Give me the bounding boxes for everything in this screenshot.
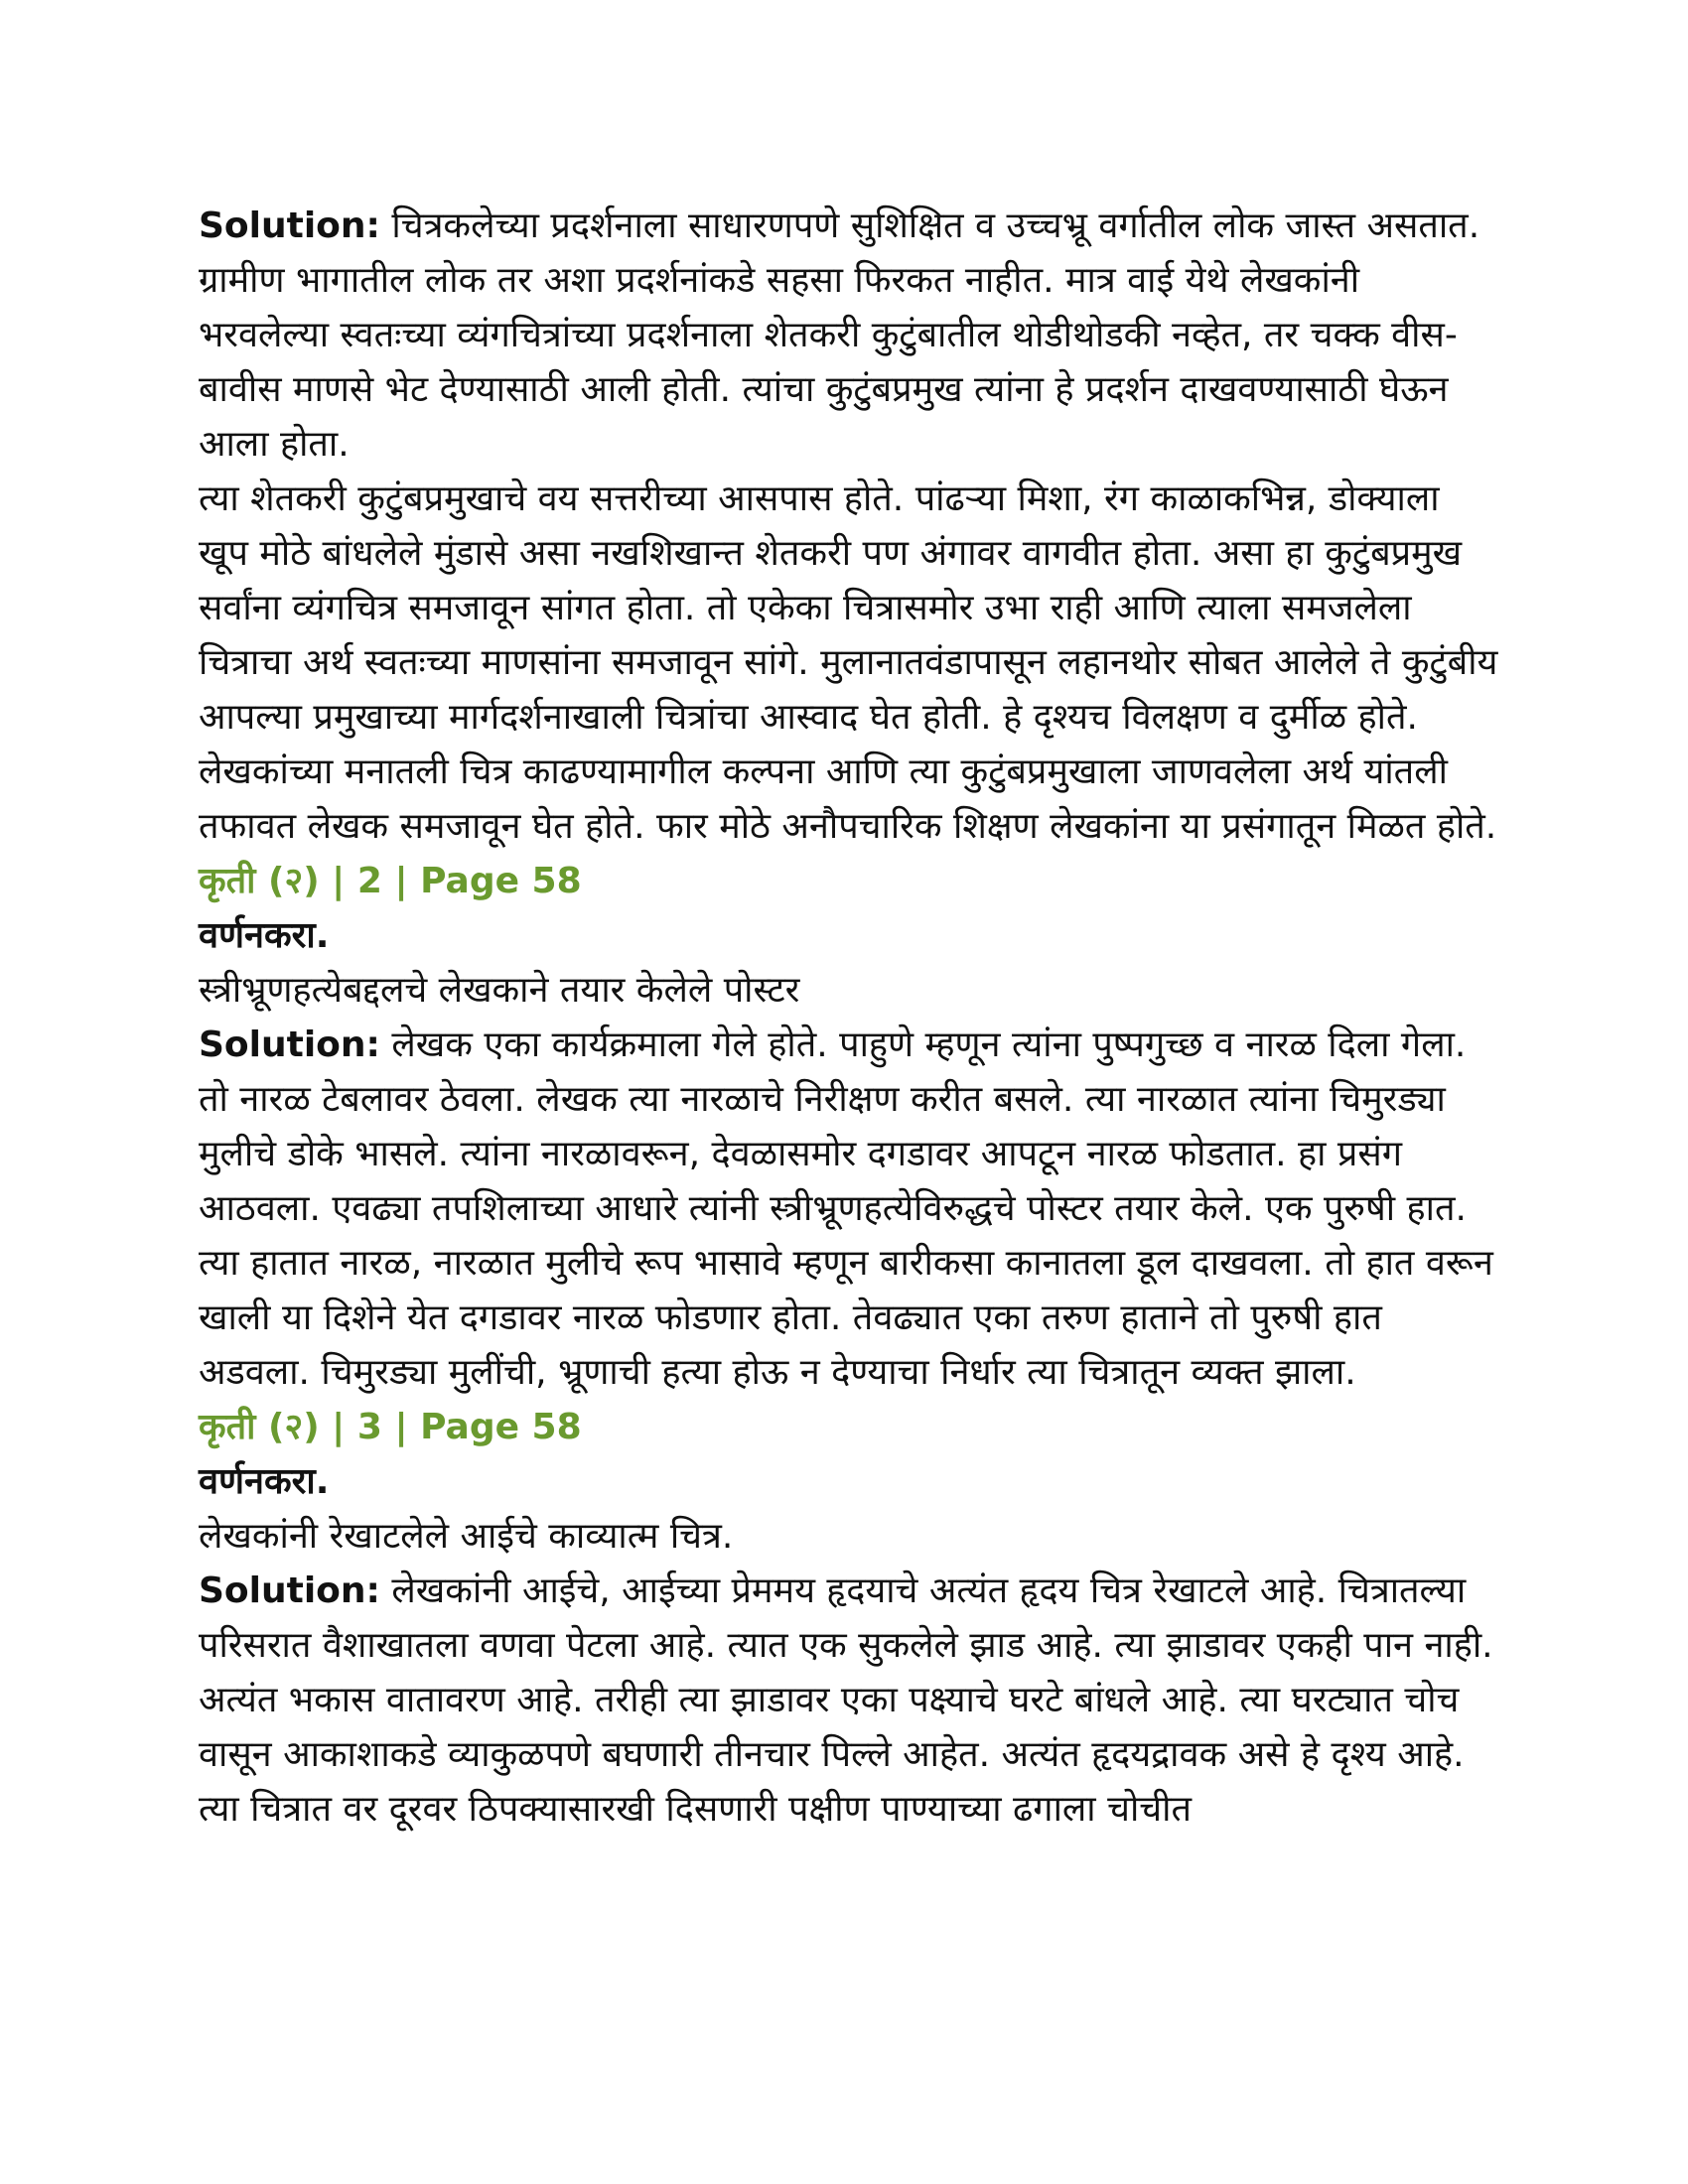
activity-question: स्त्रीभ्रूणहत्येबद्दलचे लेखकाने तयार केलेले पोस्टर [199, 970, 800, 1011]
activity-instruction: वर्णनकरा. [199, 1461, 330, 1502]
solution-paragraph [199, 199, 1499, 472]
solution-paragraph [199, 1018, 1499, 1400]
activity-block-2 [199, 854, 1499, 1400]
activity-instruction: वर्णनकरा. [199, 915, 330, 956]
solution-paragraph [199, 1564, 1499, 1837]
solution-label: Solution: [199, 1024, 380, 1065]
document-page [199, 199, 1499, 1837]
activity-question: लेखकांनी रेखाटलेले आईचे काव्यात्म चित्र. [199, 1516, 734, 1557]
activity-heading: कृती (२) | 2 | Page 58 [199, 861, 582, 901]
solution-block-1 [199, 199, 1499, 854]
solution-label: Solution: [199, 205, 380, 246]
solution-paragraph: त्या शेतकरी कुटुंबप्रमुखाचे वय सत्तरीच्या आसपास होते. पांढऱ्या मिशा, रंग काळाकभिन्न, डोक्याला खूप मोठे बांधलेले मुंडासे असा नखशिखान्त शेतकरी पण अंगावर वागवीत होता. असा हा कुटुंबप्रमुख सर्वांना व्यंगचित्र समजावून सांगत होता. तो एकेका चित्रासमोर उभा राही आणि त्याला समजलेला चित्राचा अर्थ स्वतःच्या माणसांना समजावून सांगे. मुलानातवंडापासून लहानथोर सोबत आलेले ते कुटुंबीय आपल्या प्रमुखाच्या मार्गदर्शनाखाली चित्रांचा आस्वाद घेत होती. हे दृश्यच विलक्षण व दुर्मीळ होते. लेखकांच्या मनातली चित्र काढण्यामागील कल्पना आणि त्या कुटुंबप्रमुखाला जाणवलेला अर्थ यांतली तफावत लेखक समजावून घेत होते. फार मोठे अनौपचारिक शिक्षण लेखकांना या प्रसंगातून मिळत होते. [199, 478, 1498, 847]
solution-text: लेखकांनी आईचे, आईच्या प्रेममय हृदयाचे अत्यंत हृदय चित्र रेखाटले आहे. चित्रातल्या परिसरात वैशाखातला वणवा पेटला आहे. त्यात एक सुकलेले झाड आहे. त्या झाडावर एकही पान नाही. अत्यंत भकास वातावरण आहे. तरीही त्या झाडावर एका पक्ष्याचे घरटे बांधले आहे. त्या घरट्यात चोच वासून आकाशाकडे व्याकुळपणे बघणारी तीनचार पिल्ले आहेत. अत्यंत हृदयद्रावक असे हे दृश्य आहे. त्या चित्रात वर दूरवर ठिपक्यासारखी दिसणारी पक्षीण पाण्याच्या ढगाला चोचीत [199, 1570, 1493, 1830]
activity-heading: कृती (२) | 3 | Page 58 [199, 1407, 582, 1447]
solution-text: लेखक एका कार्यक्रमाला गेले होते. पाहुणे म्हणून त्यांना पुष्पगुच्छ व नारळ दिला गेला. तो नारळ टेबलावर ठेवला. लेखक त्या नारळाचे निरीक्षण करीत बसले. त्या नारळात त्यांना चिमुरड्या मुलीचे डोके भासले. त्यांना नारळावरून, देवळासमोर दगडावर आपटून नारळ फोडतात. हा प्रसंग आठवला. एवढ्या तपशिलाच्या आधारे त्यांनी स्त्रीभ्रूणहत्येविरुद्धचे पोस्टर तयार केले. एक पुरुषी हात. त्या हातात नारळ, नारळात मुलीचे रूप भासावे म्हणून बारीकसा कानातला डूल दाखवला. तो हात वरून खाली या दिशेने येत दगडावर नारळ फोडणार होता. तेवढ्यात एका तरुण हाताने तो पुरुषी हात अडवला. चिमुरड्या मुलींची, भ्रूणाची हत्या होऊ न देण्याचा निर्धार त्या चित्रातून व्यक्त झाला. [199, 1024, 1493, 1393]
solution-text: चित्रकलेच्या प्रदर्शनाला साधारणपणे सुशिक्षित व उच्चभ्रू वर्गातील लोक जास्त असतात. ग्रामीण भागातील लोक तर अशा प्रदर्शनांकडे सहसा फिरकत नाहीत. मात्र वाई येथे लेखकांनी भरवलेल्या स्वतःच्या व्यंगचित्रांच्या प्रदर्शनाला शेतकरी कुटुंबातील थोडीथोडकी नव्हेत, तर चक्क वीस-बावीस माणसे भेट देण्यासाठी आली होती. त्यांचा कुटुंबप्रमुख त्यांना हे प्रदर्शन दाखवण्यासाठी घेऊन आला होता. [199, 205, 1480, 465]
solution-label: Solution: [199, 1570, 380, 1611]
activity-block-3 [199, 1400, 1499, 1837]
